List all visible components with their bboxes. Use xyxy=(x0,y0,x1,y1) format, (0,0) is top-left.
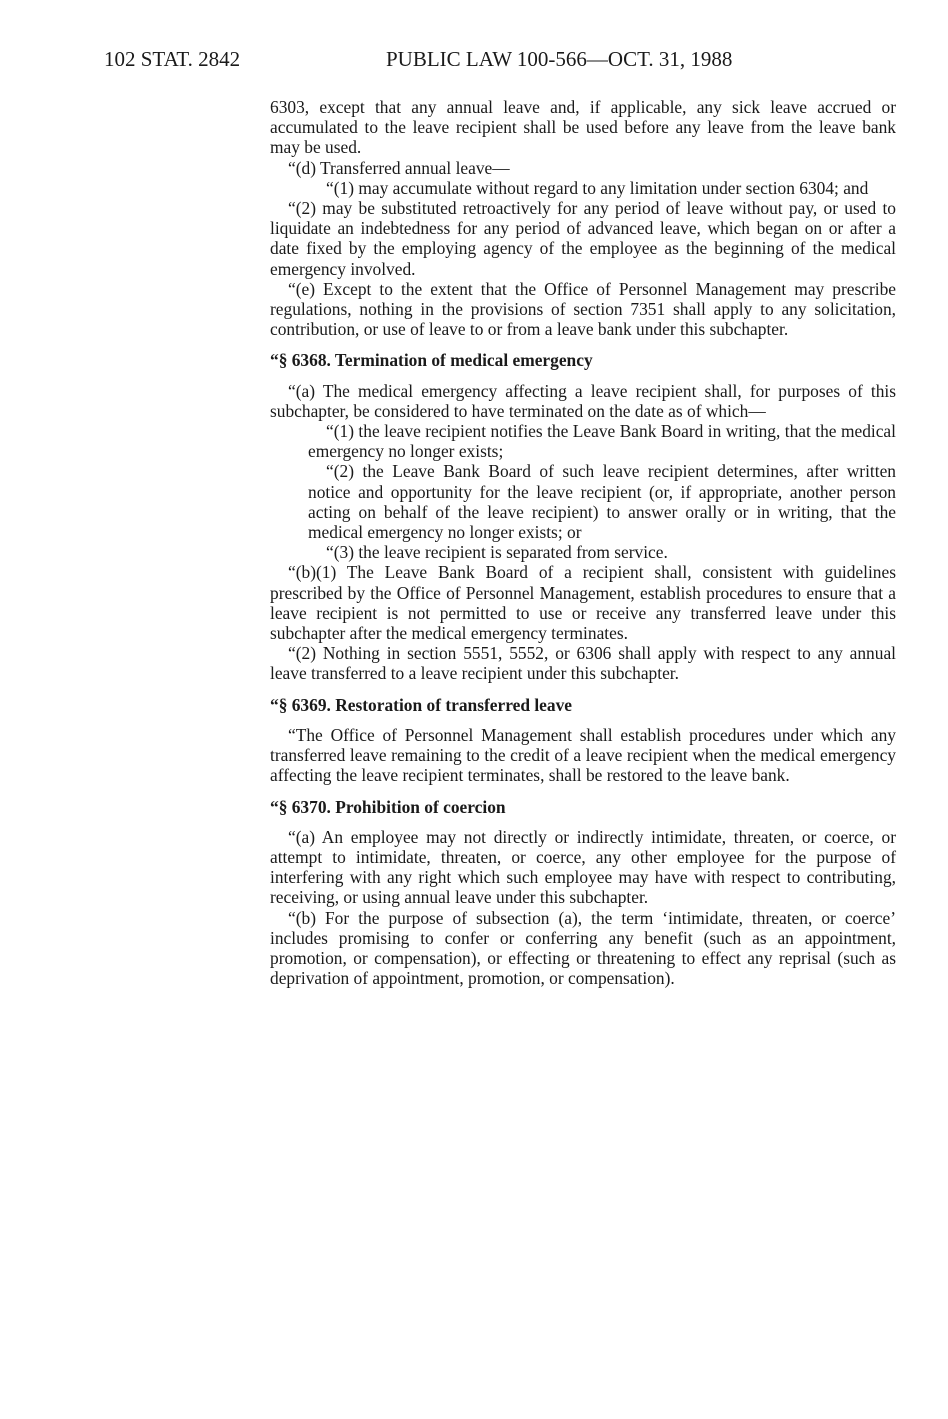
section-heading-6368: “§ 6368. Termination of medical emergency xyxy=(270,350,593,371)
paragraph-6368-b-2: “(2) Nothing in section 5551, 5552, or 6306 shall apply with respect to any annual leave transferred to a leave recipient under this subchapter. xyxy=(270,643,896,684)
paragraph-continuation: 6303, except that any annual leave and, if applicable, any sick leave accrued or accumulated to the leave recipient shall be used before any leave from the leave bank may be used. xyxy=(270,97,896,158)
paragraph-e: “(e) Except to the extent that the Office of Personnel Management may prescribe regulations, nothing in the provisions of section 7351 shall apply to any solicitation, contribution, or use of leave to or from a leave bank under this subchapter. xyxy=(270,278,896,340)
paragraph-6368-a-2: “(2) the Leave Bank Board of such leave recipient determines, after written notice and opportunity for the leave recipient (or, if appropriate, another person acting on behalf of the leave recipient) to answer orally or in writing, that the medical emergency no longer exists; or xyxy=(308,461,896,543)
section-heading-6370: “§ 6370. Prohibition of coercion xyxy=(270,796,506,817)
paragraph-d-1: “(1) may accumulate without regard to any limitation under section 6304; and xyxy=(326,177,869,198)
section-heading-6369: “§ 6369. Restoration of transferred leave xyxy=(270,694,573,715)
paragraph-6368-a-1: “(1) the leave recipient notifies the Leave Bank Board in writing, that the medical emergency no longer exists; xyxy=(308,421,896,462)
paragraph-6368-b-1: “(b)(1) The Leave Bank Board of a recipient shall, consistent with guidelines prescribed by the Office of Personnel Management, establish procedures to ensure that a leave recipient is not permitted to use or receive any transferred leave under this subchapter after the medical emergency terminates. xyxy=(270,562,896,644)
paragraph-6370-b: “(b) For the purpose of subsection (a), the term ‘intimidate, threaten, or coerce’ includes promising to confer or conferring any benefit (such as an appointment, promotion, or compensation), or effecting or threatening to effect any reprisal (such as deprivation of appointment, promotion, or compensation). xyxy=(270,907,896,989)
page-body xyxy=(270,97,896,988)
statute-citation: 102 STAT. 2842 xyxy=(104,47,241,71)
public-law-date: PUBLIC LAW 100-566—OCT. 31, 1988 xyxy=(386,47,733,71)
paragraph-6368-a-3: “(3) the leave recipient is separated from service. xyxy=(326,542,668,563)
paragraph-6369: “The Office of Personnel Management shall establish procedures under which any transferred leave remaining to the credit of a leave recipient when the medical emergency affecting the leave recipient terminates, shall be restored to the leave bank. xyxy=(270,724,896,786)
paragraph-d: “(d) Transferred annual leave— xyxy=(288,157,510,178)
paragraph-6370-a: “(a) An employee may not directly or indirectly intimidate, threaten, or coerce, or attempt to intimidate, threaten, or coerce, any other employee for the purpose of interfering with any right which such employee may have with respect to contributing, receiving, or using annual leave under this subchapter. xyxy=(270,826,896,908)
paragraph-6368-a: “(a) The medical emergency affecting a leave recipient shall, for purposes of this subchapter, be considered to have terminated on the date as of which— xyxy=(270,380,896,421)
page-header xyxy=(104,44,864,74)
paragraph-d-2: “(2) may be substituted retroactively for any period of leave without pay, or used to liquidate an indebtedness for any period of advanced leave, which began on or after a date fixed by the employing agency of the employee as the beginning of the medical emergency involved. xyxy=(270,198,896,279)
